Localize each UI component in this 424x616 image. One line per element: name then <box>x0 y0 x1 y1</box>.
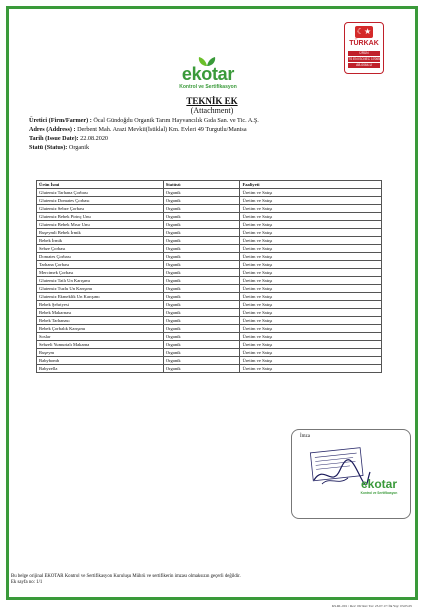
table-row <box>37 189 382 197</box>
accreditation-line-3: AB-0064-U <box>348 63 380 68</box>
revision-info: KS.RL.001 / Rev: 09/ Rev Tar: 23.07.17/ İlk Yay: 03.05.05 <box>331 604 412 608</box>
activity-cell: Üretim ve Satışı <box>240 221 382 229</box>
column-header-product: Ürün İsmi <box>37 181 164 189</box>
product-name-cell: Bebek İrmik <box>37 237 164 245</box>
signature-logo <box>354 474 404 494</box>
status-cell: Organik <box>163 349 240 357</box>
activity-cell: Üretim ve Satışı <box>240 333 382 341</box>
activity-cell: Üretim ve Satışı <box>240 293 382 301</box>
logo-subtitle: Kontrol ve Sertifikasyon <box>179 84 237 90</box>
status-cell: Organik <box>163 285 240 293</box>
table-row <box>37 293 382 301</box>
product-name-cell: Ruşeym <box>37 349 164 357</box>
status-label: Statü (Status): <box>29 144 68 151</box>
table-row <box>37 253 382 261</box>
activity-cell: Üretim ve Satışı <box>240 357 382 365</box>
activity-cell: Üretim ve Satışı <box>240 213 382 221</box>
accreditation-name: TÜRKAK <box>349 40 379 47</box>
table-row <box>37 341 382 349</box>
activity-cell: Üretim ve Satışı <box>240 277 382 285</box>
table-row <box>37 317 382 325</box>
status-cell: Organik <box>163 189 240 197</box>
product-name-cell: Glutensiz Domates Çorbası <box>37 197 164 205</box>
date-line <box>29 135 108 142</box>
product-name-cell: Glutensiz Bebek Pirinç Unu <box>37 213 164 221</box>
activity-cell: Üretim ve Satışı <box>240 325 382 333</box>
activity-cell: Üretim ve Satışı <box>240 197 382 205</box>
activity-cell: Üretim ve Satışı <box>240 253 382 261</box>
status-cell: Organik <box>163 341 240 349</box>
product-name-cell: Glutensiz Tuzlu Un Karışımı <box>37 285 164 293</box>
status-line <box>29 144 89 151</box>
product-name-cell: Glutensiz Bebek Mısır Unu <box>37 221 164 229</box>
product-name-cell: Mercimek Çorbası <box>37 269 164 277</box>
accreditation-line-1: ÜRÜN <box>348 51 380 56</box>
document-subtitle: (Attachment) <box>190 106 234 115</box>
signature-label: İmza <box>300 434 310 439</box>
status-cell: Organik <box>163 253 240 261</box>
activity-cell: Üretim ve Satışı <box>240 237 382 245</box>
activity-cell: Üretim ve Satışı <box>240 317 382 325</box>
producer-line <box>29 117 259 124</box>
status-cell: Organik <box>163 309 240 317</box>
table-row <box>37 245 382 253</box>
table-row <box>37 349 382 357</box>
producer-value: Öcal Gündoğdu Organik Tarım Hayvancılık Gıda San. ve Tic. A.Ş. <box>93 117 259 124</box>
activity-cell: Üretim ve Satışı <box>240 309 382 317</box>
product-name-cell: Bebek Şehriyesi <box>37 301 164 309</box>
address-line <box>29 126 247 133</box>
activity-cell: Üretim ve Satışı <box>240 349 382 357</box>
status-cell: Organik <box>163 205 240 213</box>
signature-logo-brand: ekotar <box>360 477 398 491</box>
activity-cell: Üretim ve Satışı <box>240 245 382 253</box>
address-label: Adres (Address) : <box>29 126 76 133</box>
activity-cell: Üretim ve Satışı <box>240 261 382 269</box>
product-name-cell: Ruşeymli Bebek İrmik <box>37 229 164 237</box>
status-cell: Organik <box>163 213 240 221</box>
table-row <box>37 357 382 365</box>
product-name-cell: Bebek Makarnası <box>37 309 164 317</box>
product-name-cell: Bebek Tarhanası <box>37 317 164 325</box>
table-row <box>37 213 382 221</box>
activity-cell: Üretim ve Satışı <box>240 189 382 197</box>
logo-brand: ekotar <box>181 64 235 84</box>
product-name-cell: Soslar <box>37 333 164 341</box>
table-row <box>37 269 382 277</box>
signature-logo-subtitle: Kontrol ve Sertifikasyon <box>360 491 398 495</box>
table-row <box>37 277 382 285</box>
table-row <box>37 237 382 245</box>
status-cell: Organik <box>163 317 240 325</box>
status-cell: Organik <box>163 229 240 237</box>
status-cell: Organik <box>163 221 240 229</box>
product-name-cell: Sebzeli Yumurtalı Makarna <box>37 341 164 349</box>
status-cell: Organik <box>163 197 240 205</box>
table-row <box>37 205 382 213</box>
turkish-flag-icon: ☾★ <box>356 27 372 36</box>
column-header-activity: Faaliyeti <box>240 181 382 189</box>
activity-cell: Üretim ve Satışı <box>240 301 382 309</box>
product-name-cell: Domates Çorbası <box>37 253 164 261</box>
product-name-cell: Babybomb <box>37 357 164 365</box>
table-row <box>37 365 382 373</box>
date-label: Tarih (Issue Date): <box>29 135 79 142</box>
activity-cell: Üretim ve Satışı <box>240 285 382 293</box>
footer-page-number: Ek sayfa no: 1/1 <box>11 580 43 585</box>
table-row <box>37 229 382 237</box>
product-name-cell: Glutensiz Sebze Çorbası <box>37 205 164 213</box>
product-name-cell: Tarhana Çorbası <box>37 261 164 269</box>
column-header-status: Statüsü <box>163 181 240 189</box>
footer-validity-text: Bu belge orijinal EKOTAR Kontrol ve Sertifikasyon Kuruluşu Mührü ve sertifikerin imzası olmaksızın geçerli değildir. <box>11 574 241 579</box>
status-cell: Organik <box>163 301 240 309</box>
activity-cell: Üretim ve Satışı <box>240 341 382 349</box>
product-name-cell: Glutensiz Tarhana Çorbası <box>37 189 164 197</box>
table-row <box>37 309 382 317</box>
activity-cell: Üretim ve Satışı <box>240 365 382 373</box>
status-cell: Organik <box>163 357 240 365</box>
activity-cell: Üretim ve Satışı <box>240 229 382 237</box>
product-name-cell: Glutensiz Tatlı Un Karışımı <box>37 277 164 285</box>
status-cell: Organik <box>163 365 240 373</box>
status-value: Organik <box>68 144 90 151</box>
status-cell: Organik <box>163 333 240 341</box>
table-row <box>37 301 382 309</box>
status-cell: Organik <box>163 237 240 245</box>
status-cell: Organik <box>163 277 240 285</box>
date-value: 22.08.2020 <box>80 135 109 142</box>
footer-note <box>11 574 241 585</box>
status-cell: Organik <box>163 269 240 277</box>
status-cell: Organik <box>163 245 240 253</box>
table-row <box>37 333 382 341</box>
table-row <box>37 261 382 269</box>
product-name-cell: Bebek Çorbalık Karışımı <box>37 325 164 333</box>
producer-label: Üretici (Firm/Farmer) : <box>29 117 92 124</box>
table-header-row <box>37 181 382 189</box>
table-row <box>37 221 382 229</box>
status-cell: Organik <box>163 325 240 333</box>
status-cell: Organik <box>163 293 240 301</box>
status-cell: Organik <box>163 261 240 269</box>
product-name-cell: Babyzella <box>37 365 164 373</box>
product-name-cell: Sebze Çorbası <box>37 245 164 253</box>
product-name-cell: Glutensiz Ekmeklik Un Karışımı <box>37 293 164 301</box>
product-table <box>36 180 382 373</box>
ekotar-logo <box>168 55 248 93</box>
table-row <box>37 197 382 205</box>
table-row <box>37 325 382 333</box>
activity-cell: Üretim ve Satışı <box>240 205 382 213</box>
turkak-accreditation-mark <box>344 22 384 74</box>
activity-cell: Üretim ve Satışı <box>240 269 382 277</box>
document-title: TEKNİK EK <box>186 96 238 106</box>
accreditation-line-2: TS EN ISO/IEC 17065 <box>348 57 380 61</box>
signature-box <box>291 429 411 519</box>
table-row <box>37 285 382 293</box>
address-value: Derbent Mah. Arazi Mevkii(İstiklal) Km. Evleri 49 Turgutlu/Manisa <box>77 126 247 133</box>
table-body <box>37 189 382 373</box>
